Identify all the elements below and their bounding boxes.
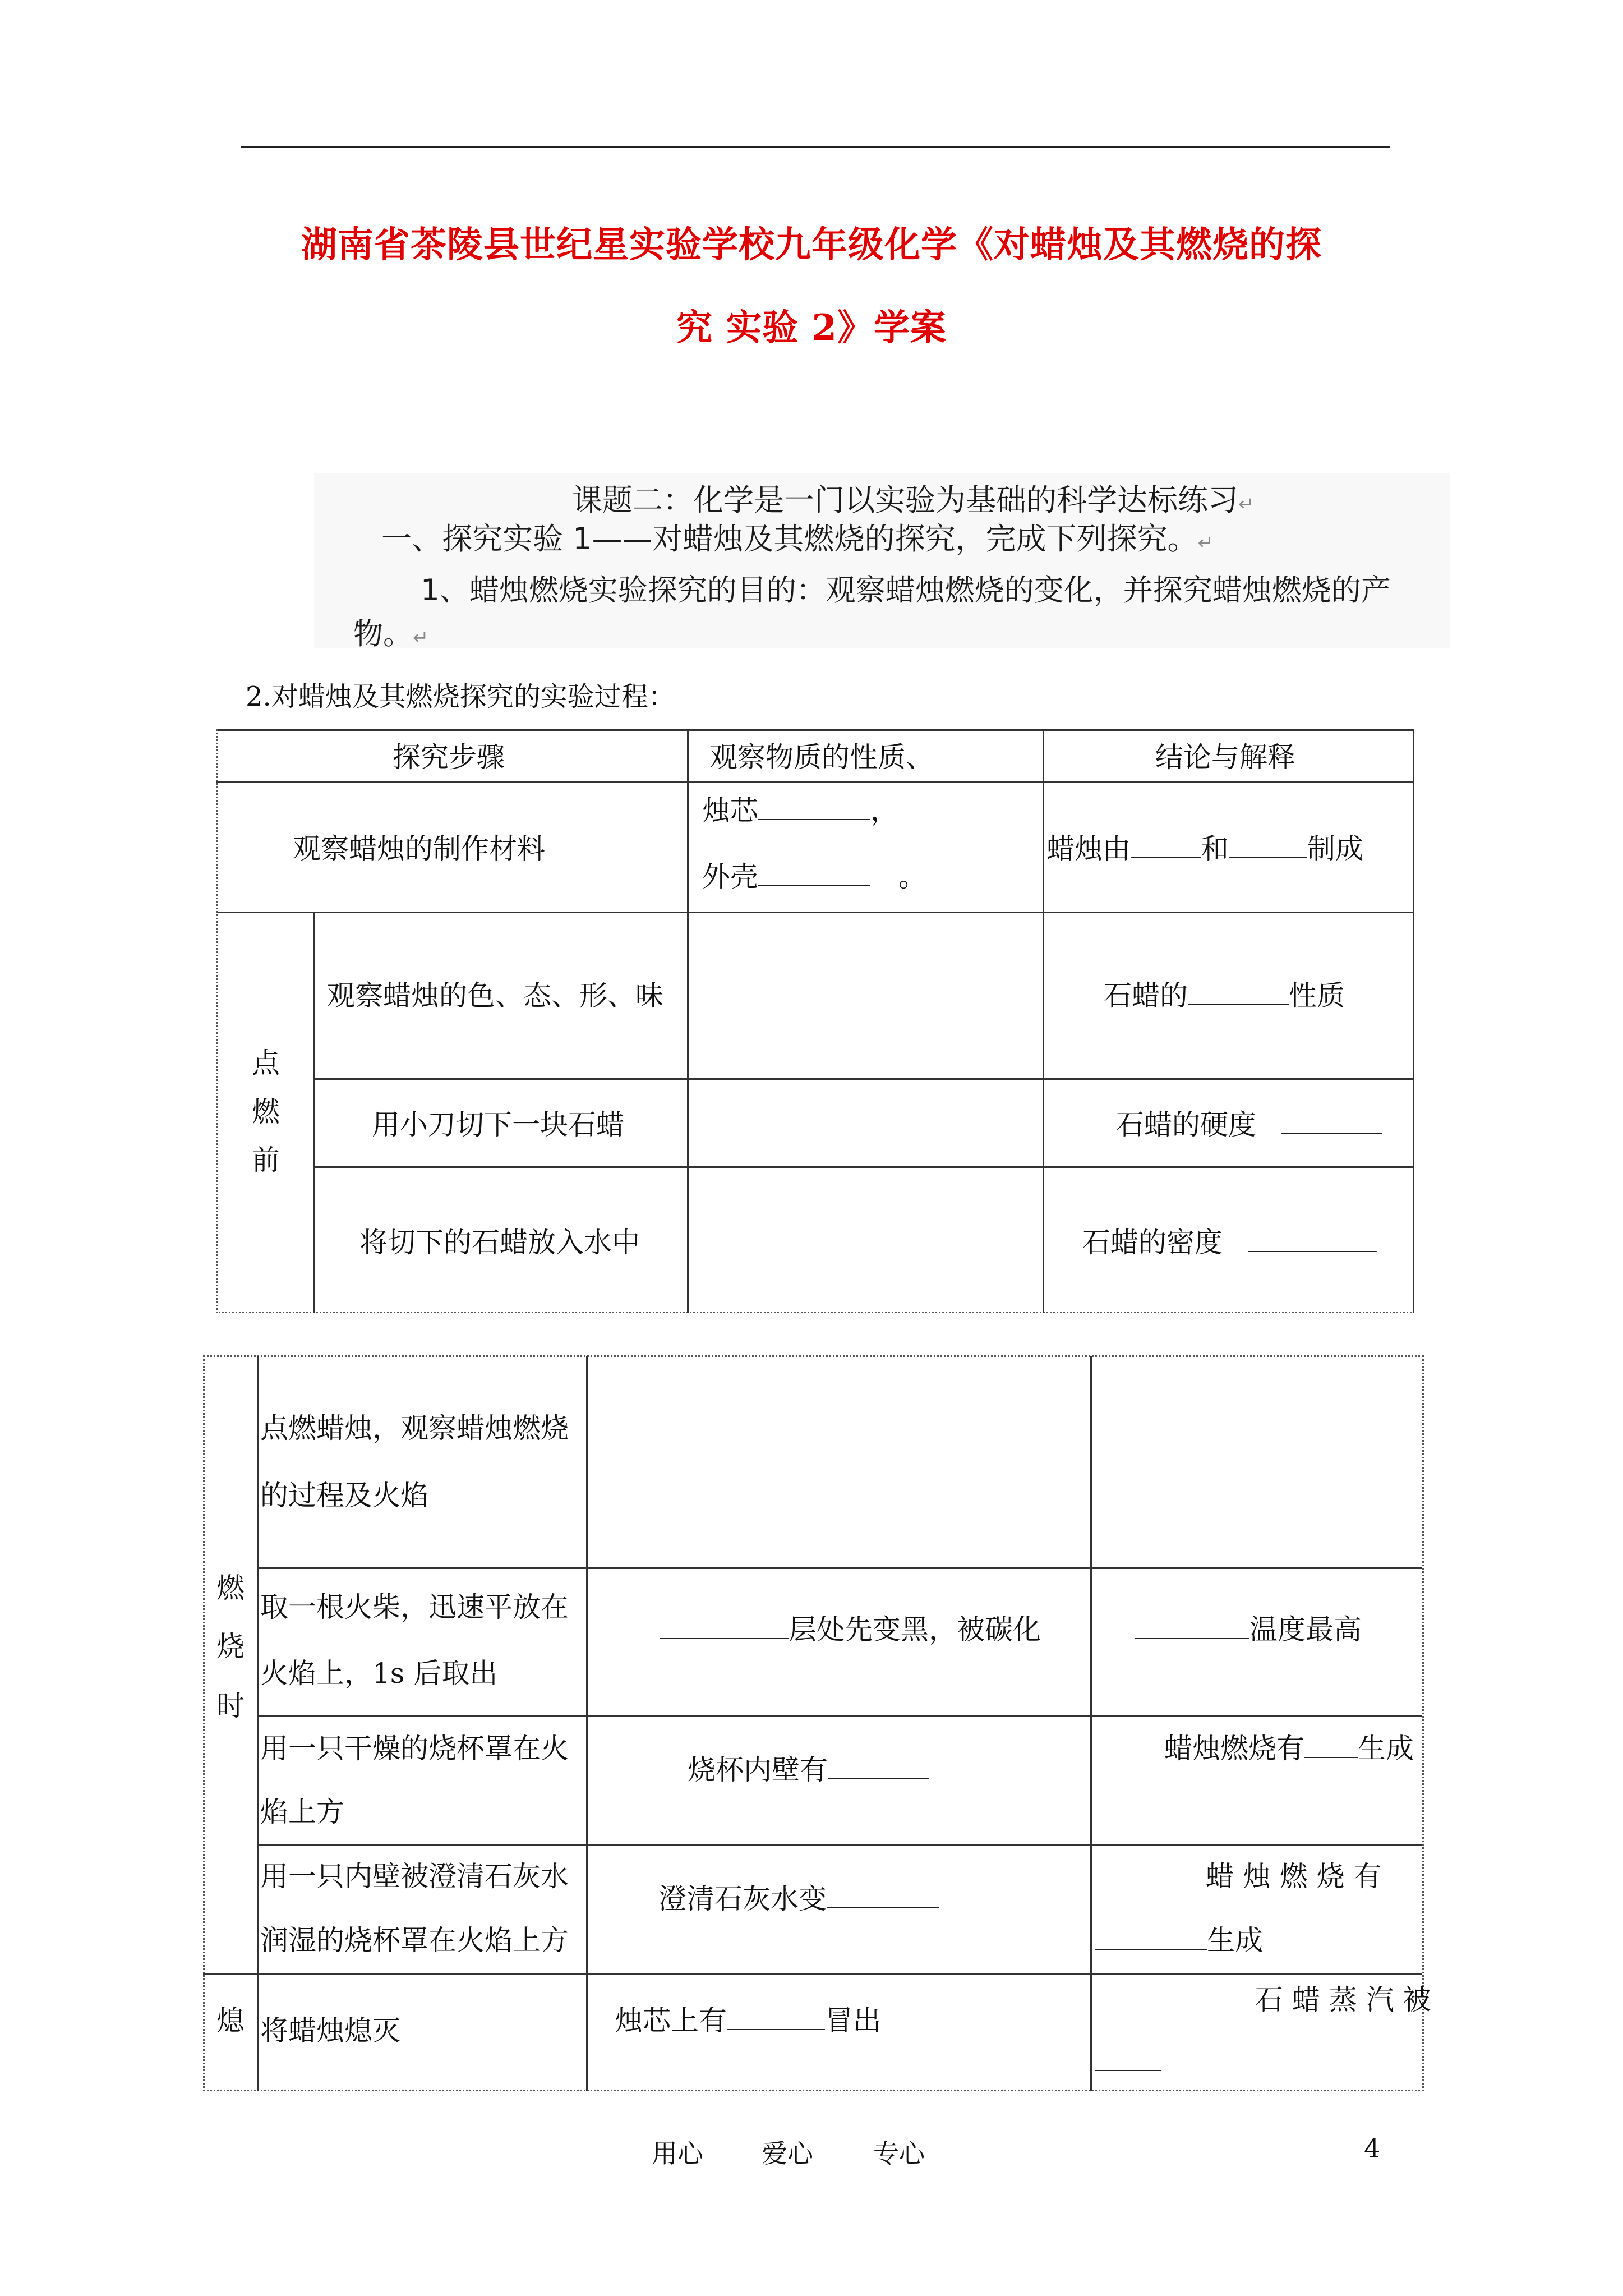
table2-line: [257, 1567, 1422, 1569]
table1-line: [687, 729, 689, 1313]
table2-line: [257, 1844, 1422, 1846]
step-match-line1: 取一根火柴，迅速平放在: [260, 1591, 569, 1623]
scanned-excerpt: [314, 473, 1450, 651]
footer-motto-3: 专心: [873, 2138, 925, 2169]
table1-line: [313, 912, 315, 1313]
conclusion-materials: 蜡烛由 和 制成: [1046, 832, 1363, 865]
document-title-line1: 湖南省茶陵县世纪星实验学校九年级化学《对蜡烛及其燃烧的探: [301, 224, 1322, 266]
conclusion-density: 石蜡的密度: [1082, 1228, 1377, 1257]
step-light-candle-line2: 的过程及火焰: [260, 1479, 428, 1512]
table1-line: [216, 912, 1414, 913]
step-match-line2: 火焰上，1s 后取出: [260, 1657, 498, 1690]
table2-right-dotted: [1422, 1355, 1424, 2091]
header-observation: 观察物质的性质、: [709, 741, 934, 774]
step-light-candle-line1: 点燃蜡烛，观察蜡烛燃烧: [260, 1412, 569, 1444]
document-title-line2: 究 实验 2》学案: [676, 307, 947, 349]
table2-line: [257, 1356, 259, 2091]
table2-top-dotted: [203, 1355, 1424, 1357]
footer-motto-1: 用心: [652, 2138, 703, 2169]
step-wax-in-water: 将切下的石蜡放入水中: [359, 1226, 640, 1259]
step-observe-candle: 观察蜡烛的色、态、形、味: [327, 979, 663, 1012]
obs-shell: 外壳 。: [702, 861, 926, 893]
obs-limewater: 澄清石灰水变: [658, 1885, 939, 1913]
conclusion-hardness: 石蜡的硬度: [1116, 1111, 1382, 1139]
table1-line: [1413, 729, 1414, 1313]
group-label-before-char: 前: [252, 1144, 280, 1176]
table1-bottom-dotted: [216, 1312, 1414, 1313]
table2-line: [203, 1973, 1422, 1975]
conclusion-wax-vapor-line1: 石 蜡 蒸 汽 被: [1255, 1984, 1431, 2016]
table2-line: [1090, 1356, 1092, 2091]
inquiry-item-1: 一、探究实验 1——对蜡烛及其燃烧的探究，完成下列探究。↵: [381, 521, 1214, 556]
header-rule: [241, 146, 1390, 148]
group-label-during-char: 烧: [216, 1630, 245, 1663]
group-label-during-char: 时: [216, 1690, 245, 1722]
conclusion-co2-line1: 蜡 烛 燃 烧 有: [1206, 1860, 1382, 1893]
header-conclusion: 结论与解释: [1155, 741, 1295, 774]
step-dry-beaker-line1: 用一只干燥的烧杯罩在火: [260, 1732, 569, 1765]
group-label-before-char: 燃: [252, 1096, 280, 1128]
step-limewater-beaker-line1: 用一只内壁被澄清石灰水: [260, 1860, 569, 1893]
conclusion-co2-line2: 生成: [1095, 1926, 1263, 1954]
group-label-extinguish: 熄: [216, 2004, 245, 2037]
group-label-before-char: 点: [252, 1047, 280, 1079]
exercise-heading: 课题二：化学是一门以实验为基础的科学达标练习↵: [572, 482, 1255, 518]
table2-left-dotted: [203, 1355, 205, 2091]
group-label-during-char: 燃: [216, 1572, 245, 1604]
page-number: 4: [1364, 2133, 1381, 2164]
procedure-intro: 2.对蜡烛及其燃烧探究的实验过程：: [246, 681, 675, 712]
conclusion-water-produced: 蜡烛燃烧有 生成: [1164, 1732, 1414, 1765]
conclusion-wax-vapor-line2: [1095, 2047, 1161, 2076]
obs-wick: 烛芯 ，: [702, 794, 898, 827]
table1-line: [216, 781, 1414, 783]
inquiry-purpose-line1: 1、蜡烛燃烧实验探究的目的：观察蜡烛燃烧的变化，并探究蜡烛燃烧的产: [421, 573, 1391, 608]
step-materials: 观察蜡烛的制作材料: [293, 832, 545, 865]
table2-line: [586, 1356, 588, 2091]
table1-left-dotted: [216, 729, 218, 1313]
step-dry-beaker-line2: 焰上方: [260, 1796, 344, 1828]
header-step: 探究步骤: [393, 741, 505, 774]
table2-bottom-dotted: [203, 2090, 1424, 2091]
obs-beaker-wall: 烧杯内壁有: [688, 1756, 929, 1784]
table1-line: [216, 729, 1414, 731]
inquiry-purpose-line2: 物。↵: [353, 617, 429, 651]
step-extinguish: 将蜡烛熄灭: [260, 2014, 400, 2047]
step-limewater-beaker-line2: 润湿的烧杯罩在火焰上方: [260, 1924, 569, 1957]
table1-line: [313, 1078, 1414, 1080]
conclusion-highest-temp: 温度最高: [1135, 1616, 1362, 1644]
table1-line: [313, 1166, 1414, 1168]
obs-smoke: 烛芯上有 冒出: [615, 2004, 881, 2037]
conclusion-physical-property: 石蜡的 性质: [1104, 979, 1345, 1012]
step-cut-wax: 用小刀切下一块石蜡: [372, 1108, 624, 1141]
footer-motto-2: 爱心: [762, 2138, 813, 2169]
obs-carbonized-layer: 层处先变黑，被碳化: [660, 1616, 1041, 1644]
table1-line: [1043, 729, 1044, 1313]
table2-line: [257, 1715, 1422, 1717]
